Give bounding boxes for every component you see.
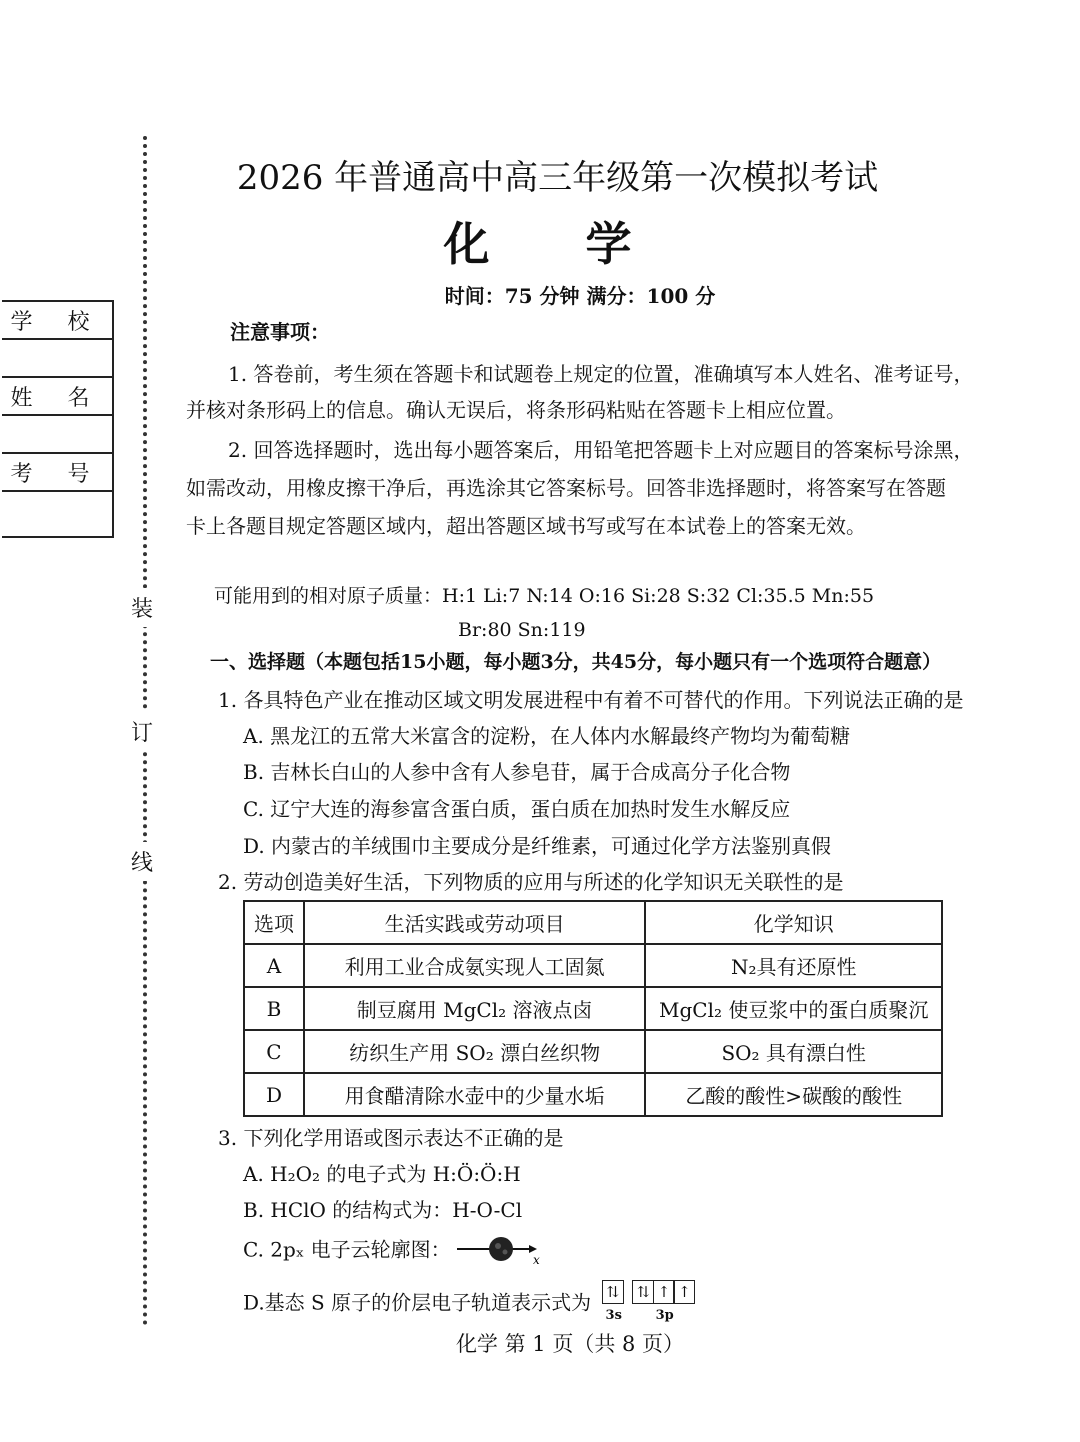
q1-option-c[interactable]: C. 辽宁大连的海参富含蛋白质，蛋白质在加热时发生水解反应 — [243, 797, 791, 821]
table-cell: N₂具有还原性 — [645, 944, 942, 987]
q2-stem: 2. 劳动创造美好生活，下列物质的应用与所述的化学知识无关联性的是 — [218, 870, 844, 894]
table-row — [244, 1073, 942, 1116]
q3-option-a[interactable]: A. H₂O₂ 的电子式为 H:Ö:Ö:H — [243, 1162, 521, 1186]
exam-number-field[interactable] — [2, 492, 112, 530]
binding-mark-ding: 订 — [131, 712, 153, 751]
table-cell: 利用工业合成氨实现人工固氮 — [304, 944, 645, 987]
p-orbital-axis-label: x — [533, 1253, 540, 1266]
orbital-box: ↑ — [673, 1280, 695, 1304]
table-header-cell: 化学知识 — [645, 901, 942, 944]
table-cell: 乙酸的酸性>碳酸的酸性 — [645, 1073, 942, 1116]
binding-mark-zhuang: 装 — [131, 588, 153, 627]
table-cell: MgCl₂ 使豆浆中的蛋白质聚沉 — [645, 987, 942, 1030]
table-cell: B — [244, 987, 304, 1030]
q2-table — [243, 900, 943, 1117]
q3-option-d[interactable] — [243, 1280, 695, 1328]
table-cell: D — [244, 1073, 304, 1116]
section1-heading: 一、选择题（本题包括15小题，每小题3分，共45分，每小题只有一个选项符合题意） — [210, 651, 942, 673]
orbital-box: ⇅ — [632, 1280, 654, 1304]
orbital-box: ⇅ — [602, 1280, 624, 1304]
name-field[interactable] — [2, 416, 112, 454]
table-header-cell: 选项 — [244, 901, 304, 944]
q3-option-d-text: D.基态 S 原子的价层电子轨道表示式为 — [243, 1290, 592, 1315]
name-label: 姓 名 — [2, 378, 112, 416]
q3-stem: 3. 下列化学用语或图示表达不正确的是 — [218, 1126, 564, 1150]
q1-option-d[interactable]: D. 内蒙古的羊绒围巾主要成分是纤维素，可通过化学方法鉴别真假 — [243, 834, 832, 858]
notice-heading: 注意事项： — [230, 320, 330, 344]
table-header-cell: 生活实践或劳动项目 — [304, 901, 645, 944]
exam-title: 2026 年普通高中高三年级第一次模拟考试 — [236, 158, 879, 198]
school-label: 学 校 — [2, 302, 112, 340]
student-info-box — [2, 300, 114, 538]
atomic-masses-line1: 可能用到的相对原子质量：H:1 Li:7 N:14 O:16 Si:28 S:32 Cl:35.5 Mn:55 — [214, 585, 875, 607]
orbital-3s-group — [603, 1280, 624, 1328]
orbital-3s-label: 3s — [605, 1308, 622, 1323]
notice-item2-line1: 2. 回答选择题时，选出每小题答案后，用铅笔把答题卡上对应题目的答案标号涂黑， — [228, 438, 974, 462]
table-cell: 制豆腐用 MgCl₂ 溶液点卤 — [304, 987, 645, 1030]
orbital-diagram — [603, 1280, 695, 1328]
notice-item1-line1: 1. 答卷前，考生须在答题卡和试题卷上规定的位置，准确填写本人姓名、准考证号， — [228, 362, 974, 386]
exam-number-label: 考 号 — [2, 454, 112, 492]
table-row — [244, 987, 942, 1030]
q3-option-b[interactable]: B. HClO 的结构式为：H-O-Cl — [243, 1198, 523, 1222]
school-field[interactable] — [2, 340, 112, 378]
table-cell: A — [244, 944, 304, 987]
page-footer: 化学 第 1 页（共 8 页） — [455, 1332, 685, 1356]
q1-option-b[interactable]: B. 吉林长白山的人参中含有人参皂苷，属于合成高分子化合物 — [243, 760, 791, 784]
orbital-3p-label: 3p — [655, 1308, 674, 1323]
binding-mark-xian: 线 — [131, 842, 153, 881]
subject-title: 化 学 — [443, 217, 672, 271]
q1-stem: 1. 各具特色产业在推动区域文明发展进程中有着不可替代的作用。下列说法正确的是 — [218, 688, 964, 712]
table-cell: SO₂ 具有漂白性 — [645, 1030, 942, 1073]
table-cell: 纺织生产用 SO₂ 漂白丝织物 — [304, 1030, 645, 1073]
table-header-row — [244, 901, 942, 944]
table-row — [244, 944, 942, 987]
p-orbital-diagram-icon — [457, 1236, 547, 1266]
time-info: 时间：75 分钟 满分：100 分 — [444, 284, 716, 308]
q3-option-c[interactable] — [243, 1236, 547, 1266]
notice-item1-line2: 并核对条形码上的信息。确认无误后，将条形码粘贴在答题卡上相应位置。 — [186, 398, 846, 422]
q3-option-c-text: C. 2pₓ 电子云轮廓图： — [243, 1237, 451, 1262]
notice-item2-line3: 卡上各题目规定答题区域内，超出答题区域书写或写在本试卷上的答案无效。 — [186, 514, 866, 538]
table-cell: 用食醋清除水壶中的少量水垢 — [304, 1073, 645, 1116]
table-cell: C — [244, 1030, 304, 1073]
table-row — [244, 1030, 942, 1073]
atomic-masses-line2: Br:80 Sn:119 — [458, 619, 586, 641]
notice-item2-line2: 如需改动，用橡皮擦干净后，再选涂其它答案标号。回答非选择题时，将答案写在答题 — [186, 476, 946, 500]
q1-option-a[interactable]: A. 黑龙江的五常大米富含的淀粉，在人体内水解最终产物均为葡萄糖 — [243, 724, 851, 748]
orbital-3p-group — [634, 1280, 696, 1328]
orbital-box: ↑ — [653, 1280, 675, 1304]
